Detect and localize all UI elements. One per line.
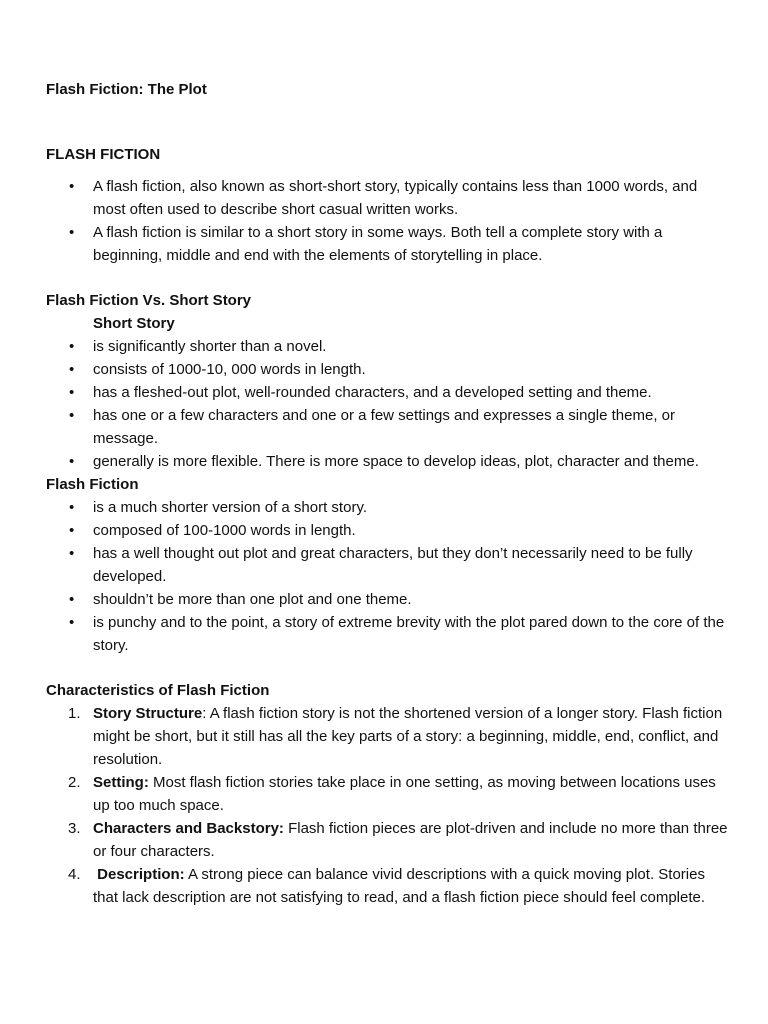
section-heading-characteristics: Characteristics of Flash Fiction [46,682,270,699]
item-text: : A flash fiction story is not the shortened version of a longer story. Flash fiction might be short, but it still has all the key parts of a story: a beginning, middle, end, conflict, and resolution. [93,705,723,768]
list-item: • has a well thought out plot and great characters, but they don’t necessarily need to be fully developed. [46,542,728,588]
list-item: • has one or a few characters and one or a few settings and expresses a single theme, or message. [46,404,728,450]
section-heading-comparison: Flash Fiction Vs. Short Story [46,292,252,309]
list-item: • composed of 100-1000 words in length. [46,519,728,542]
list-item [46,702,728,771]
flash-fiction-list [46,496,728,657]
list-number: 2. [68,774,81,791]
sub-heading-flash-fiction: Flash Fiction [46,476,139,493]
list-item [46,817,728,863]
section-heading-flash-fiction: FLASH FICTION [46,146,161,163]
item-term: Description: [93,866,185,883]
list-item: • is punchy and to the point, a story of extreme brevity with the plot pared down to the core of the story. [46,611,728,657]
spacer [46,267,728,289]
item-term: Setting: [93,774,149,791]
document-title: Flash Fiction: The Plot [46,81,207,98]
item-term: Characters and Backstory: [93,820,284,837]
spacer [46,657,728,679]
list-number: 4. [68,866,81,883]
list-item: • A flash fiction is similar to a short story in some ways. Both tell a complete story with a beginning, middle and end with the elements of storytelling in place. [46,221,728,267]
characteristics-list [46,702,728,909]
item-text: Flash fiction pieces are plot-driven and include no more than three or four characters. [93,820,728,860]
item-text: Most flash fiction stories take place in one setting, as moving between locations uses up too much space. [93,774,716,814]
short-story-list [46,335,728,473]
list-item: • consists of 1000-10, 000 words in length. [46,358,728,381]
list-item: • shouldn’t be more than one plot and one theme. [46,588,728,611]
flash-fiction-definition-list [46,175,728,267]
item-text: A strong piece can balance vivid descriptions with a quick moving plot. Stories that lack description are not satisfying to read, and a flash fiction piece should feel complete. [93,866,706,906]
list-item: • is significantly shorter than a novel. [46,335,728,358]
sub-heading-short-story: Short Story [93,315,175,332]
list-item: • is a much shorter version of a short story. [46,496,728,519]
list-item: • generally is more flexible. There is more space to develop ideas, plot, character and theme. [46,450,728,473]
list-item: • A flash fiction, also known as short-short story, typically contains less than 1000 words, and most often used to describe short casual written works. [46,175,728,221]
item-term: Story Structure [93,705,203,722]
list-item [46,771,728,817]
list-number: 3. [68,820,81,837]
list-item: • has a fleshed-out plot, well-rounded characters, and a developed setting and theme. [46,381,728,404]
list-number: 1. [68,705,81,722]
list-item [46,863,728,909]
spacer [46,101,728,143]
